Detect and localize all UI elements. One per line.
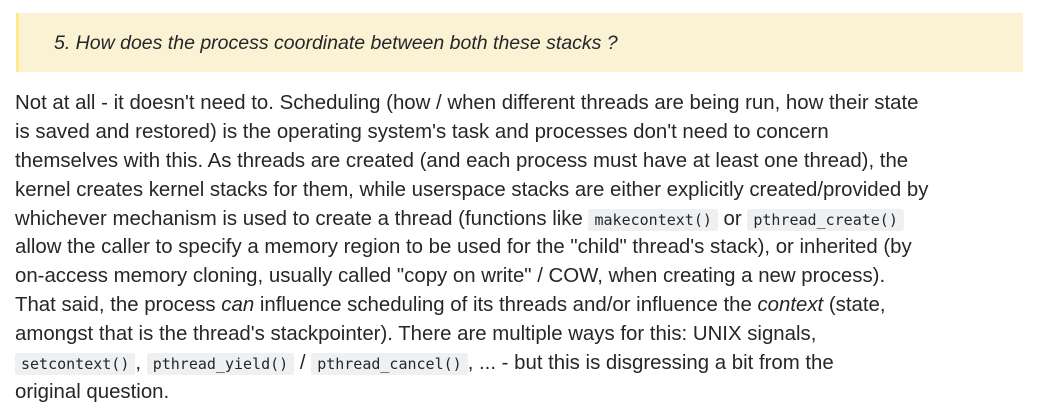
answer-body <box>15 89 1025 407</box>
answer-line-11: original question. <box>15 380 170 403</box>
answer-line-5-text-b: or <box>717 207 748 230</box>
answer-line-2: is saved and restored) is the operating system's task and processes don't need to concern <box>15 120 829 143</box>
answer-line-8 <box>15 291 1025 320</box>
answer-line-3: themselves with this. As threads are created (and each process must have at least one thread), the <box>15 149 909 172</box>
answer-line-7: on-access memory cloning, usually called "copy on write" / COW, when creating a new process). <box>15 265 886 288</box>
answer-line-1: Not at all - it doesn't need to. Scheduling (how / when different threads are being run, how their state <box>15 92 919 114</box>
answer-line-9: amongst that is the thread's stackpointer). There are multiple ways for this: UNIX signals, <box>15 323 817 346</box>
question-text: 5. How does the process coordinate between both these stacks ? <box>54 32 618 54</box>
answer-line-5 <box>15 205 1025 234</box>
code-pthread-yield: pthread_yield() <box>147 353 294 375</box>
answer-line-10 <box>15 349 1025 378</box>
answer-line-4: kernel creates kernel stacks for them, while userspace stacks are either explicitly created/provided by <box>15 178 929 201</box>
code-pthread-cancel: pthread_cancel() <box>311 353 468 375</box>
answer-line-5-text-a: whichever mechanism is used to create a thread (functions like <box>15 207 589 230</box>
answer-line-8-text-b: influence scheduling of its threads and/or influence the <box>254 294 758 317</box>
answer-line-10-text-a: , <box>135 352 147 375</box>
code-pthread-create: pthread_create() <box>747 209 904 231</box>
answer-line-8-text-a: That said, the process <box>15 294 222 317</box>
answer-line-6: allow the caller to specify a memory region to be used for the "child" thread's stack), or inherited (by <box>15 236 912 259</box>
emphasis-can: can <box>221 294 255 317</box>
answer-line-10-text-c: , ... - but this is disgressing a bit from the <box>467 352 834 375</box>
answer-line-10-text-b: / <box>294 352 312 375</box>
emphasis-context: context <box>757 294 824 317</box>
code-makecontext: makecontext() <box>588 209 717 231</box>
code-setcontext: setcontext() <box>15 353 135 375</box>
answer-line-8-text-c: (state, <box>823 294 886 317</box>
question-blockquote <box>16 13 1023 72</box>
